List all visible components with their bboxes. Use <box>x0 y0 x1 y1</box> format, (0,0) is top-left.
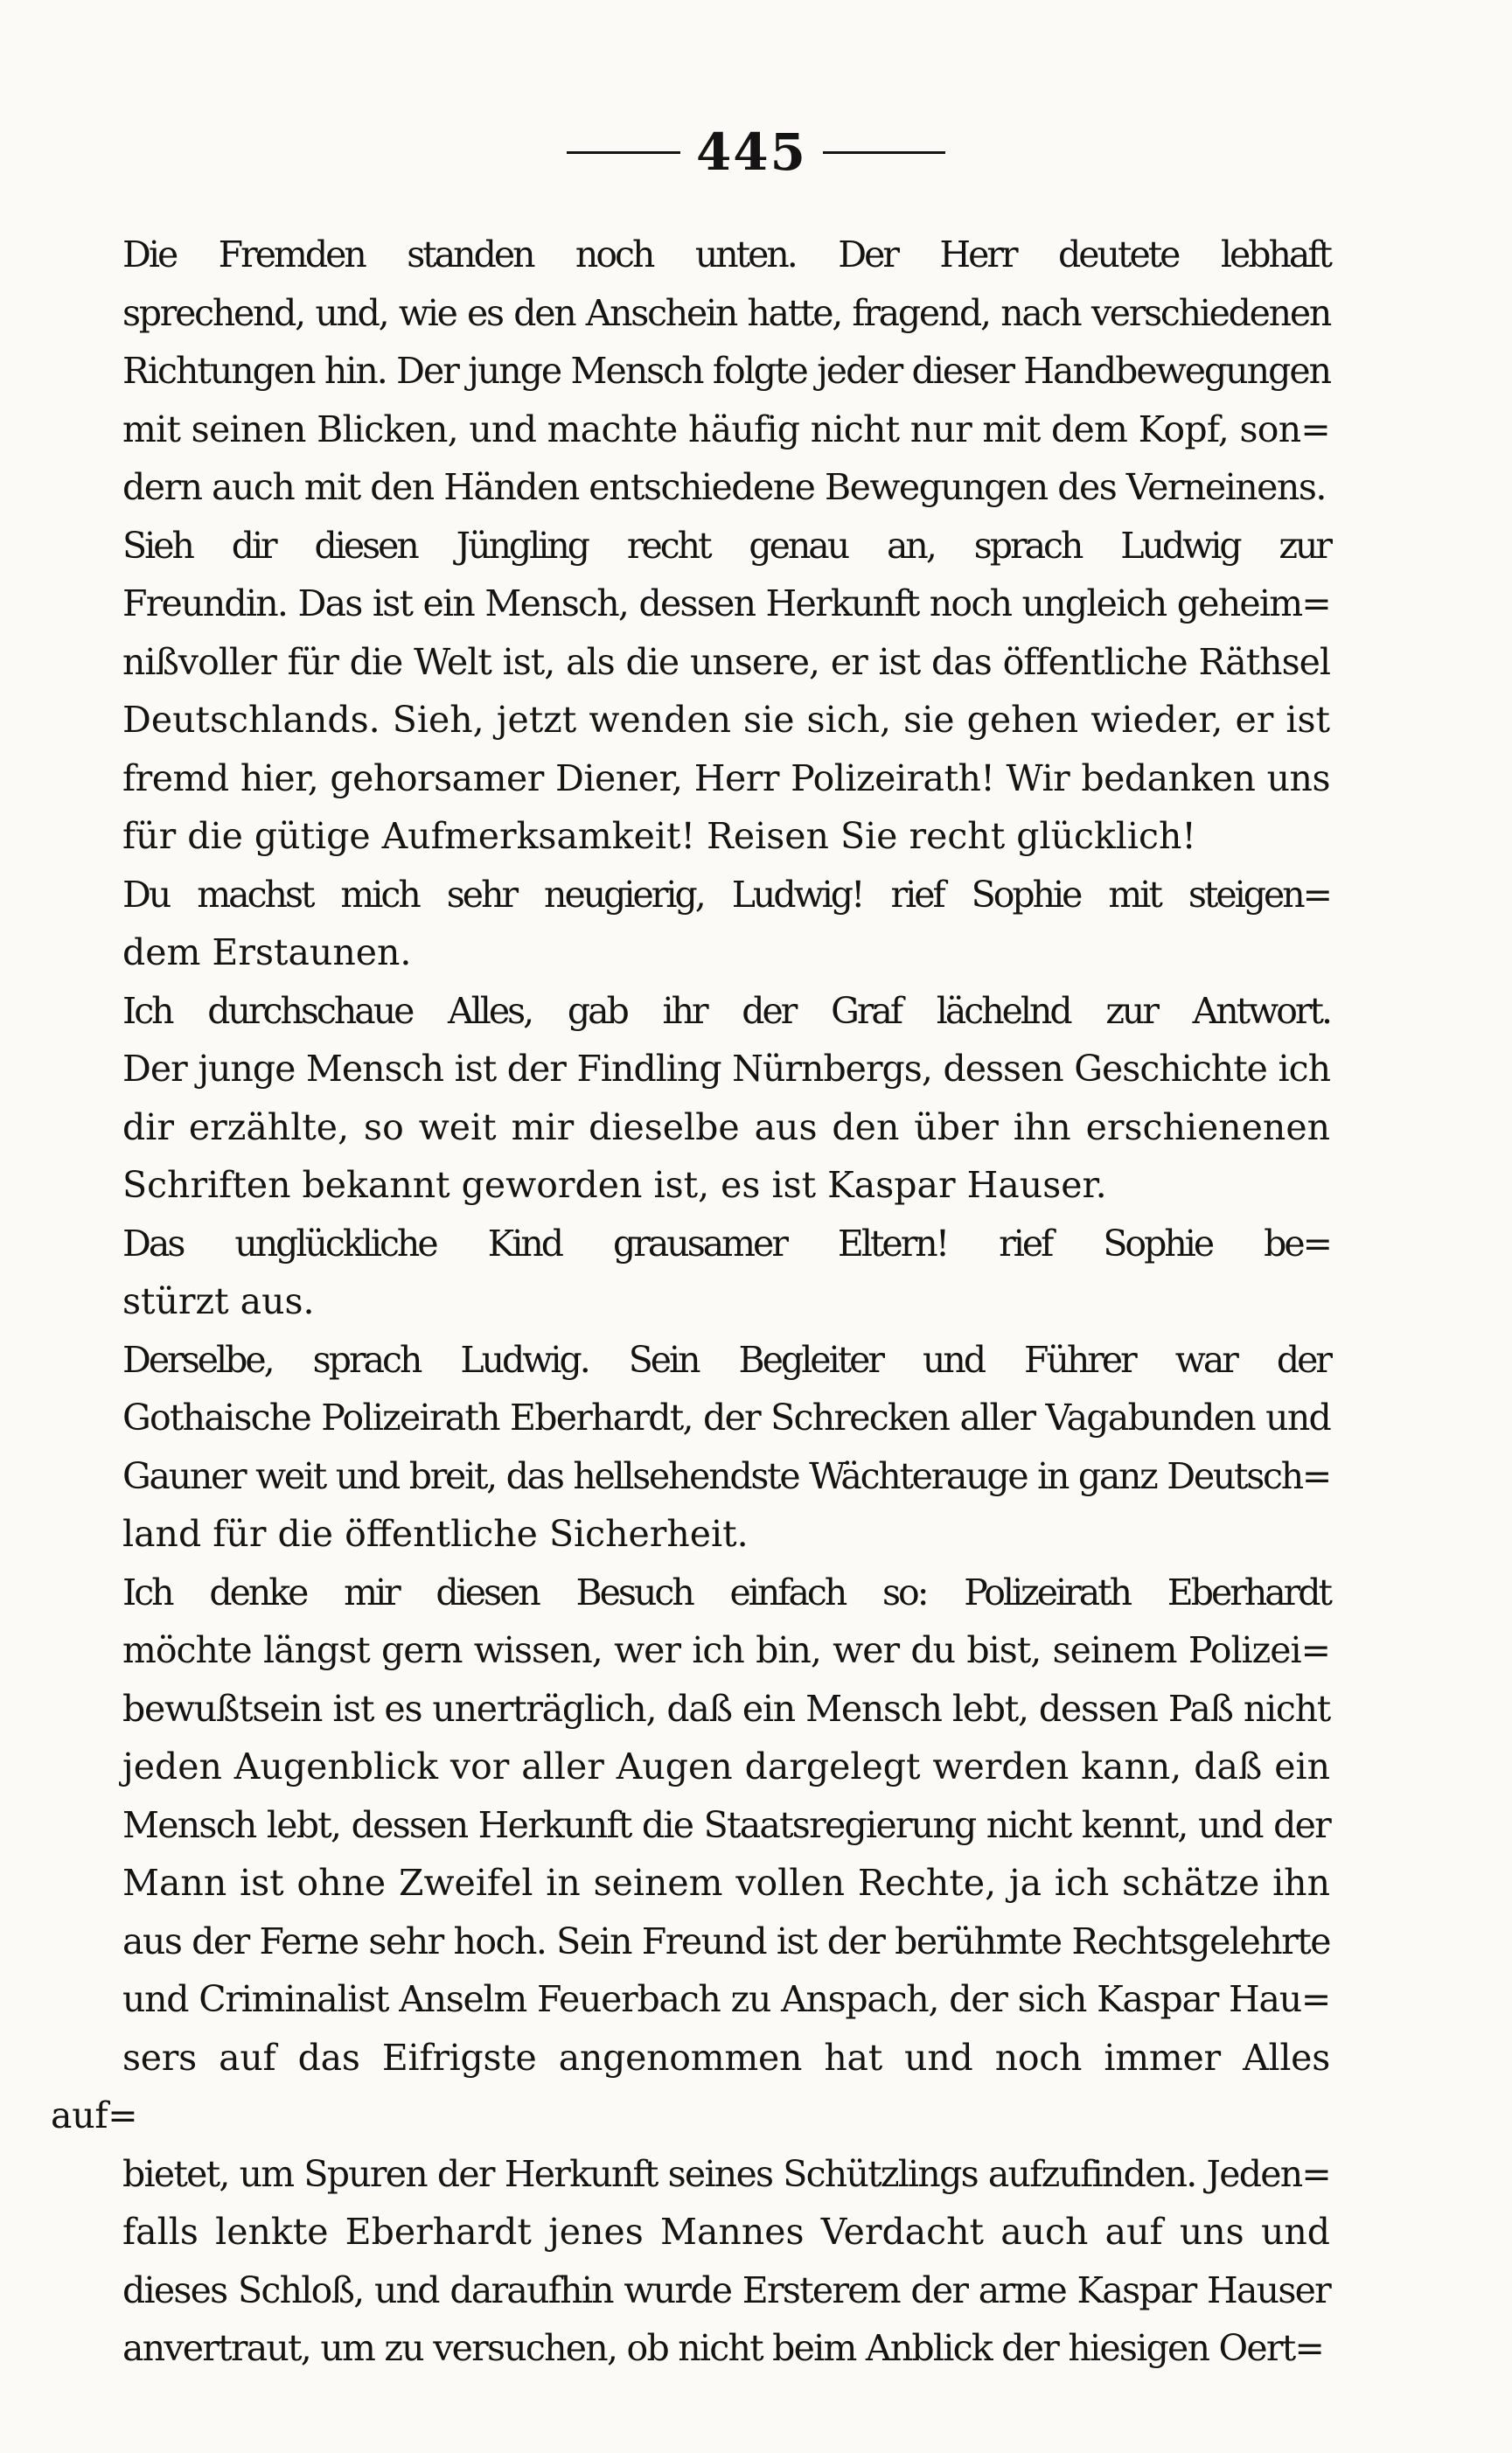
paragraph <box>51 982 1330 1215</box>
paragraph <box>51 226 1330 517</box>
text-line: Die Fremden standen noch unten. Der Herr deutete lebhaft <box>122 233 1330 275</box>
text-line: Sieh dir diesen Jüngling recht genau an, sprach Ludwig zur <box>122 524 1330 567</box>
page-number: 445 <box>695 122 808 182</box>
text-line: anvertraut, um zu versuchen, ob nicht beim Anblick der hiesigen Oert= <box>122 2327 1324 2369</box>
text-line: bewußtsein ist es unerträglich, daß ein Mensch lebt, dessen Paß nicht <box>122 1687 1330 1730</box>
text-line: stürzt aus. <box>122 1280 315 1322</box>
paragraph <box>51 866 1330 982</box>
text-line: dieses Schloß, und daraufhin wurde Ersterem der arme Kaspar Hauser <box>122 2268 1330 2311</box>
text-line: dem Erstaunen. <box>122 931 412 973</box>
text-line: Richtungen hin. Der junge Mensch folgte jeder dieser Handbewegungen <box>122 350 1330 392</box>
text-line: und Criminalist Anselm Feuerbach zu Anspach, der sich Kaspar Hau= <box>122 1978 1330 2020</box>
paragraph <box>51 1564 1330 2378</box>
text-line: aus der Ferne sehr hoch. Sein Freund ist der berühmte Rechtsgelehrte <box>122 1920 1330 1962</box>
text-line: Deutschlands. Sieh, jetzt wenden sie sich, sie gehen wieder, er ist <box>122 699 1330 741</box>
text-line: dir erzählte, so weit mir dieselbe aus den über ihn erschienenen <box>122 1105 1330 1148</box>
text-line: Gothaische Polizeirath Eberhardt, der Schrecken aller Vagabunden und <box>122 1397 1330 1439</box>
text-line: sers auf das Eifrigste angenommen hat und noch immer Alles auf= <box>51 2036 1330 2136</box>
text-line: möchte längst gern wissen, wer ich bin, wer du bist, seinem Polizei= <box>122 1629 1330 1671</box>
text-line: Gauner weit und breit, das hellsehendste Wächterauge in ganz Deutsch= <box>122 1454 1330 1497</box>
text-line: Mann ist ohne Zweifel in seinem vollen Rechte, ja ich schätze ihn <box>122 1862 1330 1904</box>
header-rule-right <box>823 151 945 154</box>
text-line: Ich denke mir diesen Besuch einfach so: Polizeirath Eberhardt <box>122 1571 1330 1613</box>
header-rule-left <box>567 151 680 154</box>
text-line: fremd hier, gehorsamer Diener, Herr Polizeirath! Wir bedanken uns <box>122 756 1330 799</box>
text-line: Freundin. Das ist ein Mensch, dessen Herkunft noch ungleich geheim= <box>122 582 1330 624</box>
text-line: nißvoller für die Welt ist, als die unsere, er ist das öffentliche Räthsel <box>122 640 1330 683</box>
text-line: sprechend, und, wie es den Anschein hatte, fragend, nach verschiedenen <box>122 291 1330 334</box>
text-line: land für die öffentliche Sicherheit. <box>122 1513 749 1555</box>
paragraph <box>51 517 1330 866</box>
text-line: Schriften bekannt geworden ist, es ist Kaspar Hauser. <box>122 1164 1107 1206</box>
text-line: Mensch lebt, dessen Herkunft die Staatsregierung nicht kennt, und der <box>122 1803 1330 1846</box>
paragraph <box>51 1215 1330 1331</box>
body-text <box>51 226 1330 2378</box>
text-line: jeden Augenblick vor aller Augen dargelegt werden kann, daß ein <box>122 1746 1330 1787</box>
text-line: Derselbe, sprach Ludwig. Sein Begleiter und Führer war der <box>122 1338 1330 1381</box>
page-header <box>0 122 1512 182</box>
text-line: für die gütige Aufmerksamkeit! Reisen Sie recht glücklich! <box>122 815 1196 857</box>
text-line: mit seinen Blicken, und machte häufig nicht nur mit dem Kopf, son= <box>122 408 1330 450</box>
text-line: Das unglückliche Kind grausamer Eltern! rief Sophie be= <box>122 1222 1330 1265</box>
text-line: bietet, um Spuren der Herkunft seines Schützlings aufzufinden. Jeden= <box>122 2152 1330 2195</box>
text-line: Ich durchschaue Alles, gab ihr der Graf lächelnd zur Antwort. <box>122 989 1330 1032</box>
text-line: dern auch mit den Händen entschiedene Bewegungen des Verneinens. <box>122 466 1326 508</box>
text-line: Du machst mich sehr neugierig, Ludwig! rief Sophie mit steigen= <box>122 873 1330 916</box>
paragraph <box>51 1331 1330 1564</box>
text-line: Der junge Mensch ist der Findling Nürnbergs, dessen Geschichte ich <box>122 1048 1330 1090</box>
text-line: falls lenkte Eberhardt jenes Mannes Verdacht auch auf uns und <box>122 2211 1330 2253</box>
